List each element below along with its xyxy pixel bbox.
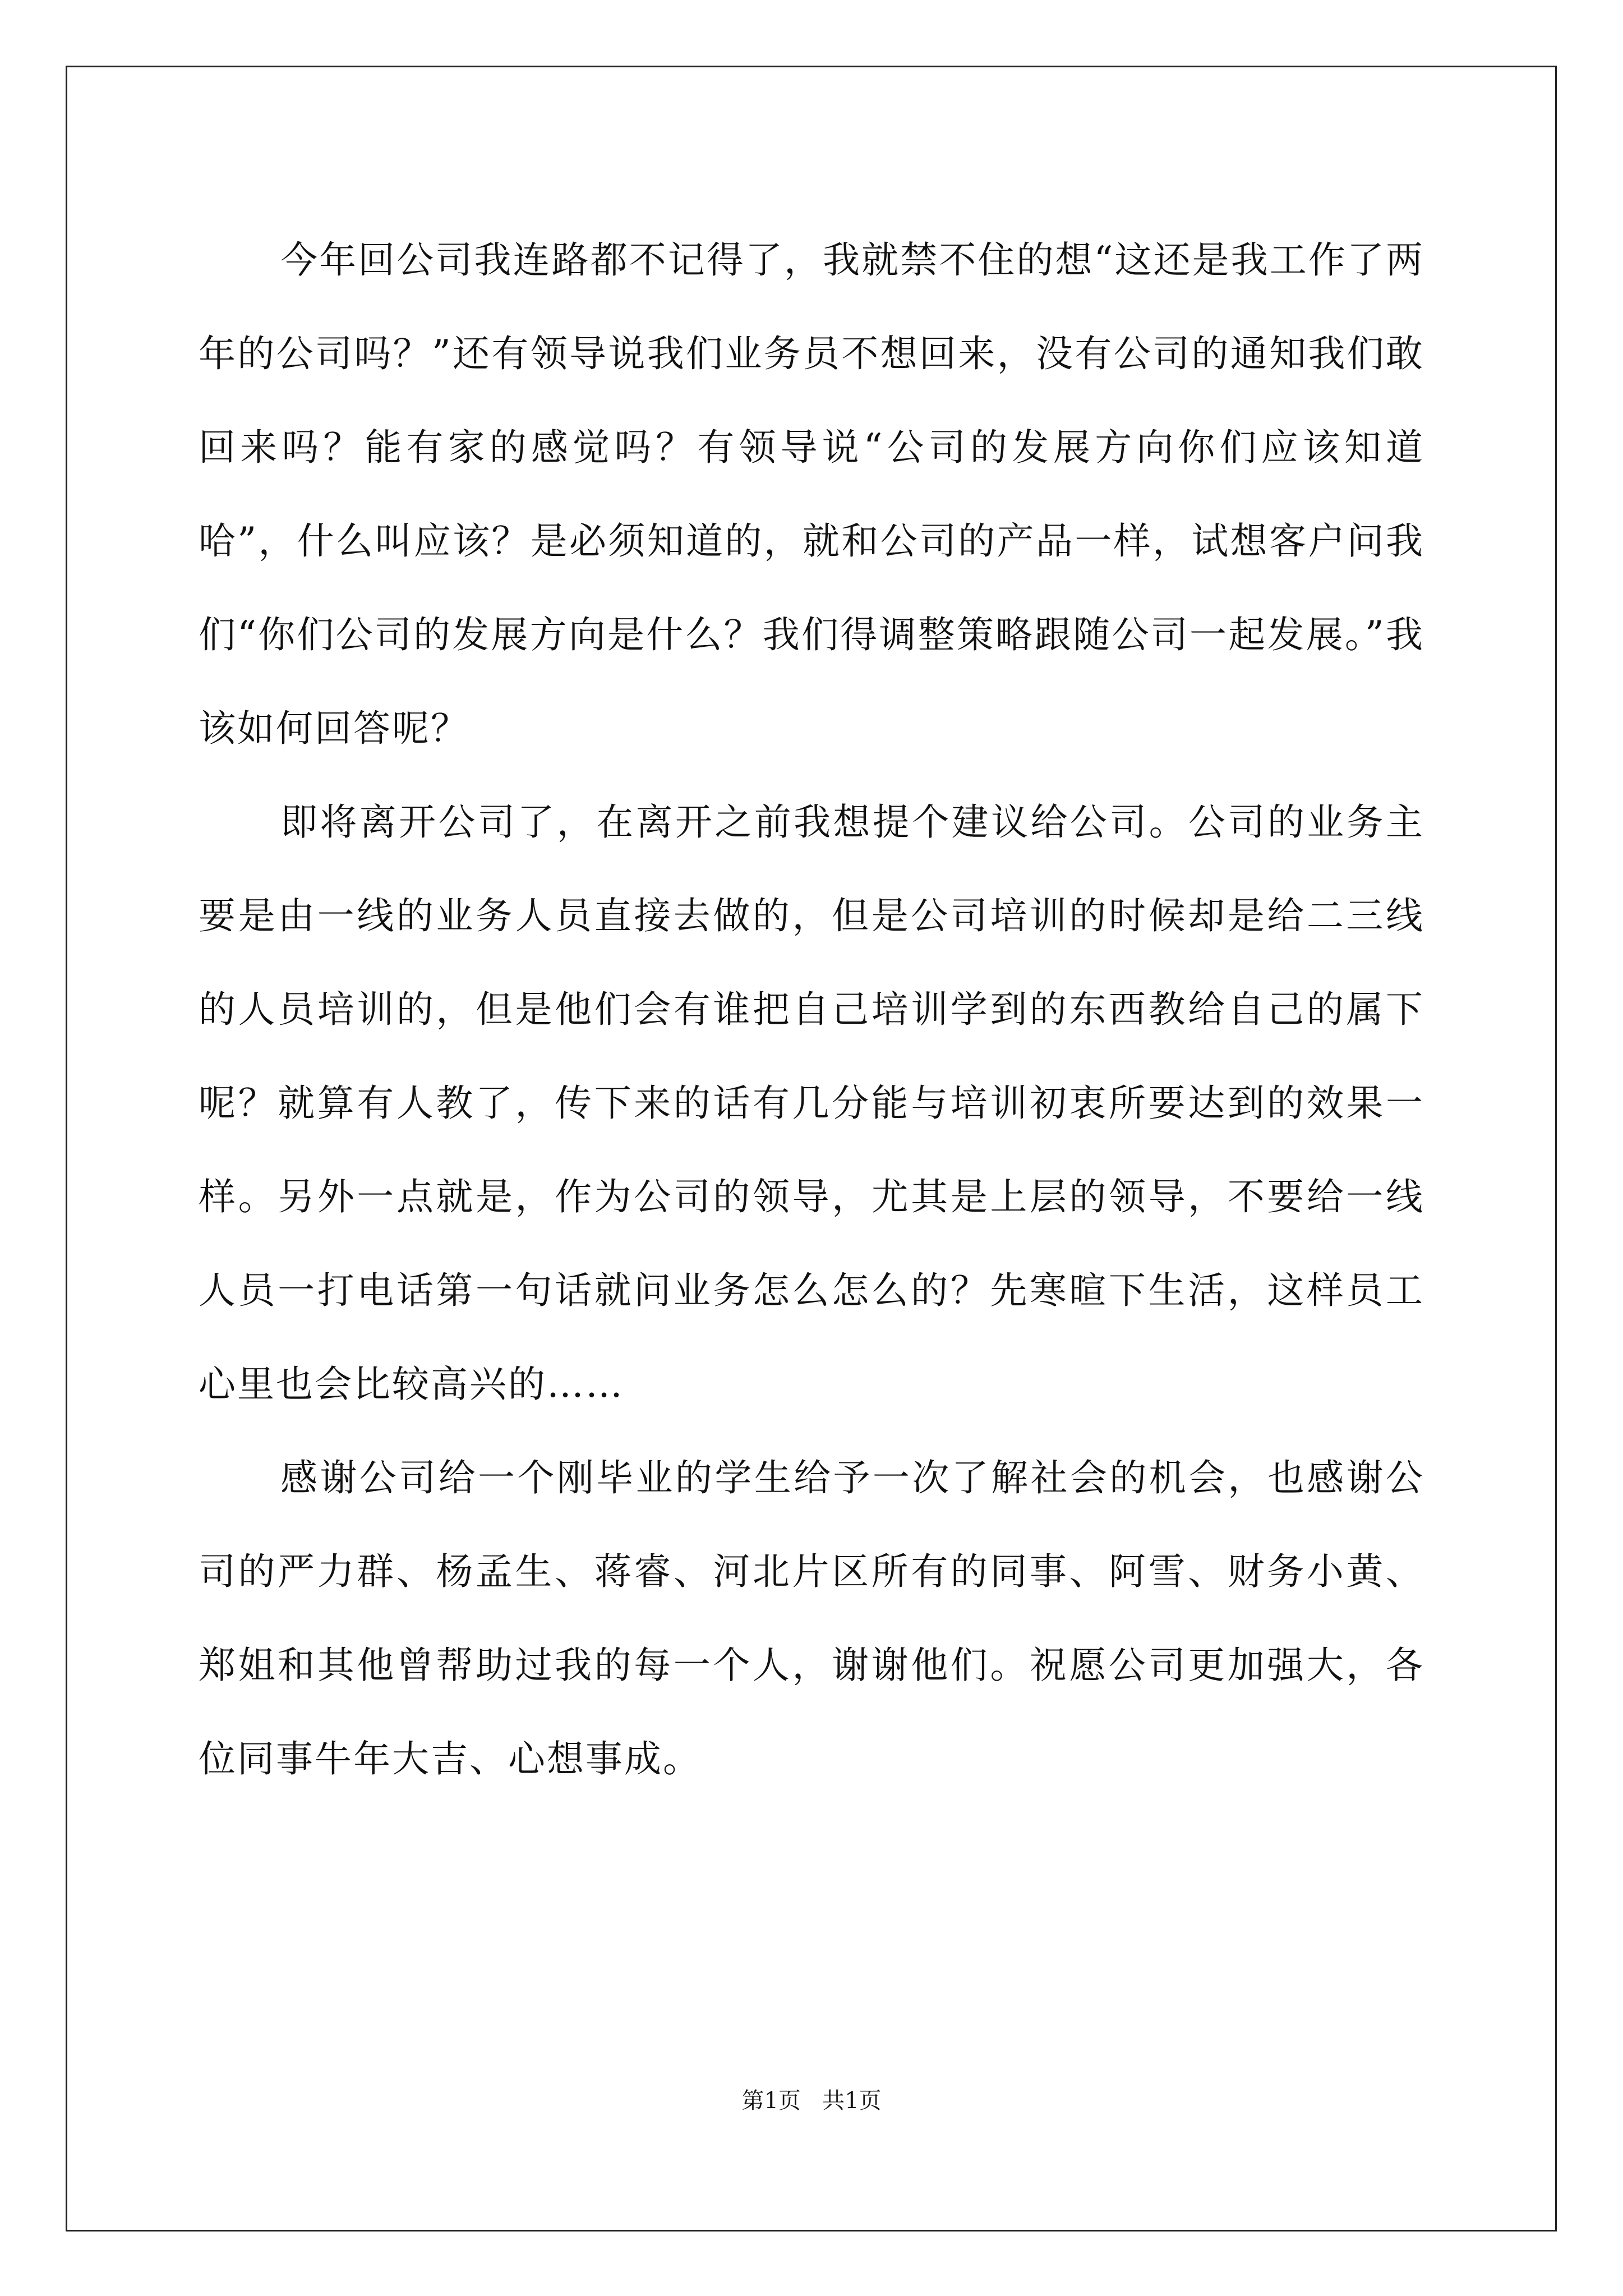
paragraph-1: 今年回公司我连路都不记得了，我就禁不住的想“这还是我工作了两年的公司吗？”还有领导说我们业务员不想回来，没有公司的通知我们敢回来吗？能有家的感觉吗？有领导说“公司的发展方向你们应该知道哈”，什么叫应该？是必须知道的，就和公司的产品一样，试想客户问我们“你们公司的发展方向是什么？我们得调整策略跟随公司一起发展。”我该如何回答呢？ (199, 238, 1424, 750)
paragraph-2: 即将离开公司了，在离开之前我想提个建议给公司。公司的业务主要是由一线的业务人员直接去做的，但是公司培训的时候却是给二三线的人员培训的，但是他们会有谁把自己培训学到的东西教给自己的属下呢？就算有人教了，传下来的话有几分能与培训初衷所要达到的效果一样。另外一点就是，作为公司的领导，尤其是上层的领导，不要给一线人员一打电话第一句话就问业务怎么怎么的？先寒暄下生活，这样员工心里也会比较高兴的…… (199, 800, 1424, 1406)
page-number: 第1页 (741, 2088, 801, 2114)
total-pages: 共1页 (822, 2088, 882, 2114)
page-footer (0, 2087, 1623, 2115)
paragraph-3: 感谢公司给一个刚毕业的学生给予一次了解社会的机会，也感谢公司的严力群、杨孟生、蒋睿、河北片区所有的同事、阿雪、财务小黄、郑姐和其他曾帮助过我的每一个人，谢谢他们。祝愿公司更加强大，各位同事牛年大吉、心想事成。 (199, 1456, 1424, 1780)
document-body (199, 213, 1424, 1806)
